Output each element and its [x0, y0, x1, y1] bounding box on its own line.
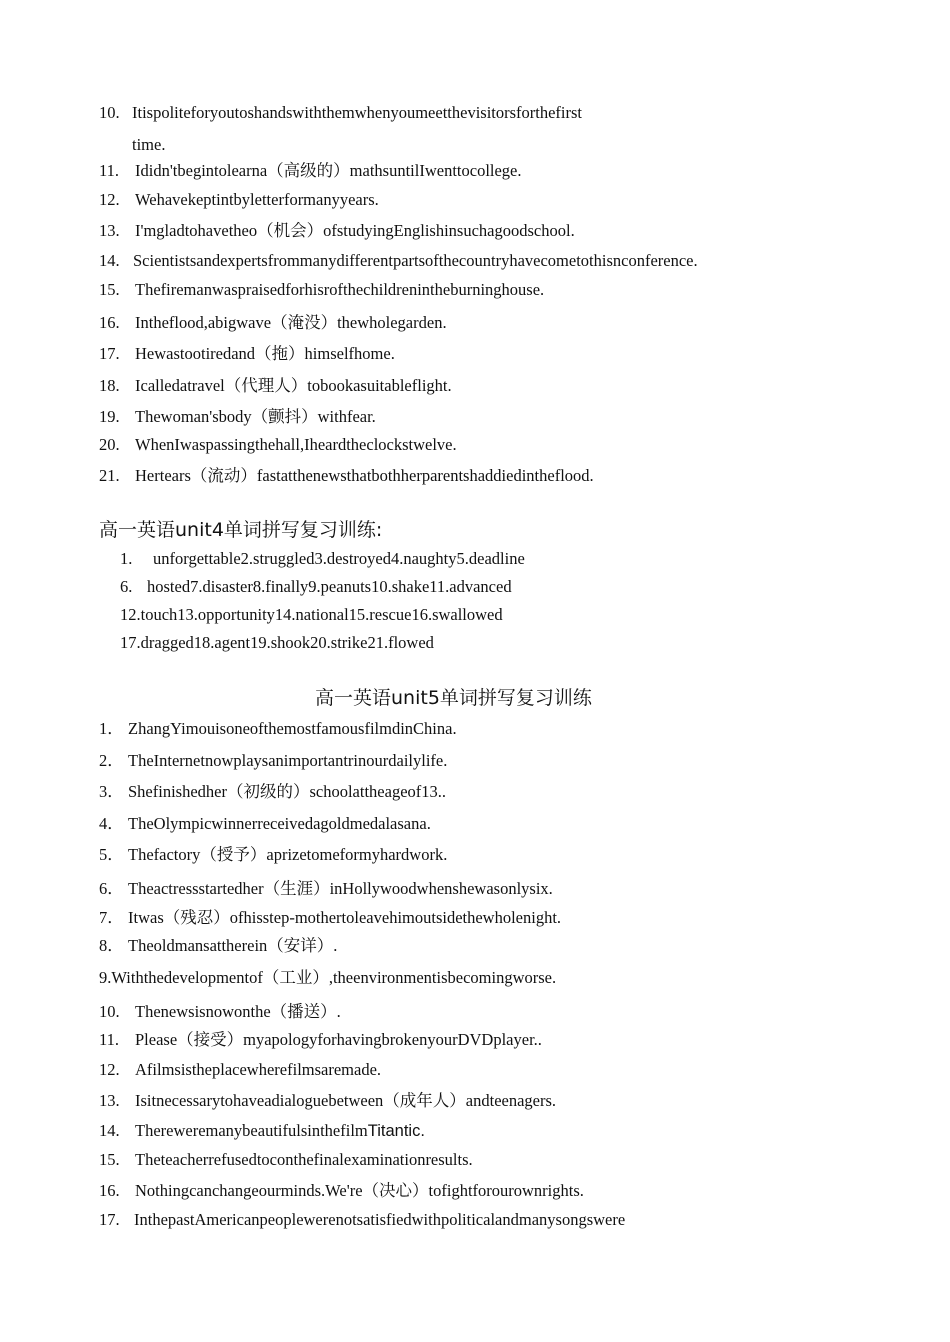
item-text: Afilmsistheplacewherefilmsaremade. — [135, 1060, 382, 1079]
item-number: 12. — [99, 1060, 120, 1079]
item-text: Icalledatravel（代理人）tobookasuitableflight. — [135, 376, 452, 395]
answer-line — [120, 633, 434, 653]
answer-text: 12.touch13.opportunity14.national15.rescue16.swallowed — [120, 605, 503, 624]
exercise-item — [99, 190, 379, 210]
item-number: 11. — [99, 161, 120, 180]
film-title: Titantic. — [367, 1122, 425, 1140]
answer-text: 17.dragged18.agent19.shook20.strike21.flowed — [120, 633, 434, 652]
item-text: Nothingcanchangeourminds.We're（决心）tofightforourownrights. — [135, 1181, 584, 1200]
exercise-item — [99, 1030, 542, 1050]
item-number: 10. — [99, 1002, 120, 1021]
exercise-item — [99, 719, 457, 739]
item-text: TheOlympicwinnerreceivedagoldmedalasana. — [128, 814, 431, 833]
exercise-item — [99, 103, 582, 123]
item-text: Theactressstartedher（生涯）inHollywoodwhenshewasonlysix. — [128, 879, 553, 898]
item-number: 15. — [99, 280, 120, 299]
exercise-item — [99, 936, 337, 956]
item-text: Theteacherrefusedtoconthefinalexaminationresults. — [135, 1150, 473, 1169]
exercise-item — [99, 1002, 341, 1022]
item-text: Ididn'tbegintolearna（高级的）mathsuntilIwenttocollege. — [135, 161, 522, 180]
exercise-item — [99, 751, 447, 771]
answer-line — [120, 577, 512, 597]
item-text: Thenewsisnowonthe（播送）. — [135, 1002, 341, 1021]
item-number: 10. — [99, 103, 120, 122]
item-number: 15. — [99, 1150, 120, 1169]
item-text: Thefactory（授予）aprizetomeformyhardwork. — [128, 845, 448, 864]
exercise-item — [99, 376, 452, 396]
item-number: 13. — [99, 1091, 120, 1110]
item-text: Hertears（流动）fastatthenewsthatbothherparentshaddiedintheflood. — [135, 466, 594, 485]
item-text: InthepastAmericanpeoplewerenotsatisfiedwithpoliticalandmanysongswere — [134, 1210, 626, 1229]
answer-text: hosted7.disaster8.finally9.peanuts10.shake11.advanced — [147, 577, 512, 596]
answer-line — [120, 549, 525, 569]
exercise-item — [99, 1210, 625, 1230]
item-text: Intheflood,abigwave（淹没）thewholegarden. — [135, 313, 447, 332]
item-text: WhenIwaspassingthehall,Iheardtheclockstwelve. — [135, 435, 457, 454]
exercise-item — [99, 968, 556, 988]
exercise-item — [99, 344, 395, 364]
item-text: Itwas（残忍）ofhisstep-mothertoleavehimoutsidethewholenight. — [128, 908, 562, 927]
item-text: Scientistsandexpertsfrommanydifferentpartsofthecountryhavecometothisnconference. — [133, 251, 698, 270]
item-text: I'mgladtohavetheo（机会）ofstudyingEnglishinsuchagoodschool. — [135, 221, 575, 240]
item-text: Shefinishedher（初级的）schoolattheageof13.. — [128, 782, 447, 801]
exercise-item — [99, 435, 457, 455]
item-number: 21. — [99, 466, 120, 485]
item-number: 5． — [99, 845, 124, 864]
item-number: 1． — [99, 719, 124, 738]
item-text: Hewastootiredand（拖）himselfhome. — [135, 344, 395, 363]
item-number: 13. — [99, 221, 120, 240]
exercise-item — [99, 407, 376, 427]
answer-line — [120, 605, 503, 625]
item-number: 18. — [99, 376, 120, 395]
item-number: 14. — [99, 251, 120, 270]
item-text: ZhangYimouisoneofthemostfamousfilmdinChina. — [128, 719, 457, 738]
item-number: 16. — [99, 313, 120, 332]
item-text: time. — [132, 135, 166, 154]
exercise-item-continuation — [132, 135, 165, 155]
item-number: 17. — [99, 1210, 120, 1229]
exercise-item — [99, 313, 447, 333]
answer-text: unforgettable2.struggled3.destroyed4.naughty5.deadline — [153, 549, 525, 568]
item-number: 4． — [99, 814, 124, 833]
item-number: 6． — [99, 879, 124, 898]
item-number: 16. — [99, 1181, 120, 1200]
item-number: 12. — [99, 190, 120, 209]
section-heading-unit5: 高一英语unit5单词拼写复习训练 — [315, 687, 592, 709]
item-number: 11. — [99, 1030, 120, 1049]
section-heading-unit4: 高一英语unit4单词拼写复习训练: — [99, 519, 383, 541]
exercise-item — [99, 1091, 556, 1111]
exercise-item — [99, 1150, 473, 1170]
exercise-item — [99, 879, 553, 899]
answer-number: 1. — [120, 549, 133, 568]
item-number: 17. — [99, 344, 120, 363]
exercise-item — [99, 782, 446, 802]
item-text: Thefiremanwaspraisedforhisrofthechildrenintheburninghouse. — [135, 280, 545, 299]
exercise-item — [99, 251, 698, 271]
exercise-item — [99, 1121, 425, 1141]
item-text: Isitnecessarytohaveadialoguebetween（成年人）andteenagers. — [135, 1091, 557, 1110]
exercise-item — [99, 1060, 381, 1080]
item-text: TheInternetnowplaysanimportantrinourdailylife. — [128, 751, 448, 770]
item-number: 2． — [99, 751, 124, 770]
exercise-item — [99, 908, 561, 928]
exercise-item — [99, 466, 594, 486]
exercise-item — [99, 280, 544, 300]
item-text: 9.Withthedevelopmentof（工业）,theenvironmentisbecomingworse. — [99, 968, 557, 987]
item-text: Itispoliteforyoutoshandswiththemwhenyoumeetthevisitorsforthefirst — [132, 103, 583, 122]
exercise-item — [99, 1181, 584, 1201]
item-text: Theoldmansattherein（安详）. — [128, 936, 338, 955]
item-text: Thereweremanybeautifulsinthefilm — [135, 1121, 368, 1140]
exercise-item — [99, 221, 575, 241]
item-number: 20. — [99, 435, 120, 454]
item-text: Please（接受）myapologyforhavingbrokenyourDVDplayer.. — [135, 1030, 542, 1049]
exercise-item — [99, 161, 522, 181]
item-number: 3． — [99, 782, 124, 801]
exercise-item — [99, 814, 431, 834]
answer-number: 6. — [120, 577, 133, 596]
item-number: 8． — [99, 936, 124, 955]
exercise-item — [99, 845, 447, 865]
item-text: Wehavekeptintbyletterformanyyears. — [135, 190, 379, 209]
item-number: 19. — [99, 407, 120, 426]
item-number: 14. — [99, 1121, 120, 1140]
item-text: Thewoman'sbody（颤抖）withfear. — [135, 407, 376, 426]
item-number: 7． — [99, 908, 124, 927]
